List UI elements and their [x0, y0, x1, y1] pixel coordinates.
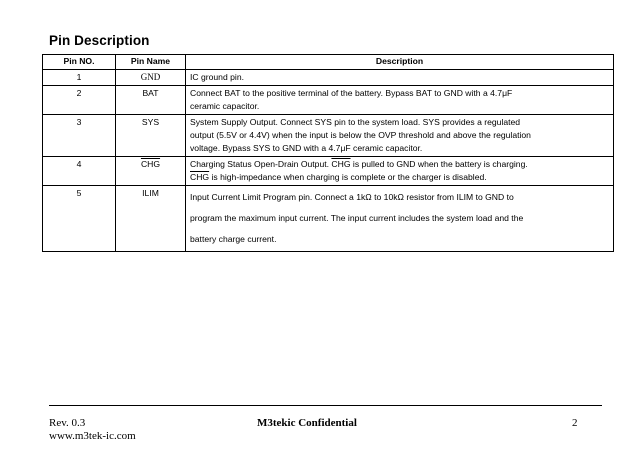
description-line: ceramic capacitor.	[190, 101, 260, 111]
page-number: 2	[572, 417, 578, 429]
pin-name: SYS	[116, 115, 186, 157]
chg-signal-name: $\overline{CHG}$	[190, 172, 210, 182]
pin-number: 5	[43, 186, 116, 252]
pin-description	[186, 186, 614, 252]
table-header-row	[43, 55, 614, 70]
pin-name: $\overline{CHG}$	[116, 157, 186, 186]
confidential-label: M3tekic Confidential	[257, 417, 357, 429]
revision-label: Rev. 0.3	[49, 417, 86, 429]
description-text: is pulled to GND when the battery is charging.	[350, 159, 528, 169]
description-line: voltage. Bypass SYS to GND with a 4.7μF ceramic capacitor.	[190, 143, 423, 153]
pin-number: 1	[43, 70, 116, 86]
table-row	[43, 70, 614, 86]
description-line: Input Current Limit Program pin. Connect a 1kΩ to 10kΩ resistor from ILIM to GND to	[190, 192, 514, 202]
chg-signal-name: $\overline{CHG}$	[331, 159, 351, 169]
table-row	[43, 115, 614, 157]
description-line	[190, 171, 609, 184]
pin-number: 3	[43, 115, 116, 157]
pin-description	[186, 115, 614, 157]
header-description: Description	[186, 55, 614, 70]
website-text: www.m3tek-ic.com	[49, 430, 136, 442]
description-line: IC ground pin.	[190, 72, 244, 82]
pin-description	[186, 86, 614, 115]
pin-number: 2	[43, 86, 116, 115]
table-row	[43, 157, 614, 186]
header-pin-no: Pin NO.	[43, 55, 116, 70]
pin-number: 4	[43, 157, 116, 186]
description-line: program the maximum input current. The input current includes the system load and the	[190, 213, 524, 223]
description-line: output (5.5V or 4.4V) when the input is below the OVP threshold and above the regulation	[190, 130, 531, 140]
description-text: Charging Status Open-Drain Output.	[190, 159, 332, 169]
description-text: is high-impedance when charging is complete or the charger is disabled.	[209, 172, 487, 182]
footer-left	[49, 417, 136, 443]
table-row	[43, 86, 614, 115]
description-line: battery charge current.	[190, 234, 277, 244]
table-row	[43, 186, 614, 252]
description-line: System Supply Output. Connect SYS pin to the system load. SYS provides a regulated	[190, 117, 521, 127]
pin-description	[186, 157, 614, 186]
pin-name: BAT	[116, 86, 186, 115]
pin-description-table	[42, 54, 614, 252]
pin-description	[186, 70, 614, 86]
pin-name: ILIM	[116, 186, 186, 252]
section-title: Pin Description	[49, 33, 150, 48]
footer-divider	[49, 405, 602, 406]
pin-name: GND	[116, 70, 186, 86]
description-line	[190, 158, 609, 171]
description-line: Connect BAT to the positive terminal of the battery. Bypass BAT to GND with a 4.7μF	[190, 88, 513, 98]
header-pin-name: Pin Name	[116, 55, 186, 70]
